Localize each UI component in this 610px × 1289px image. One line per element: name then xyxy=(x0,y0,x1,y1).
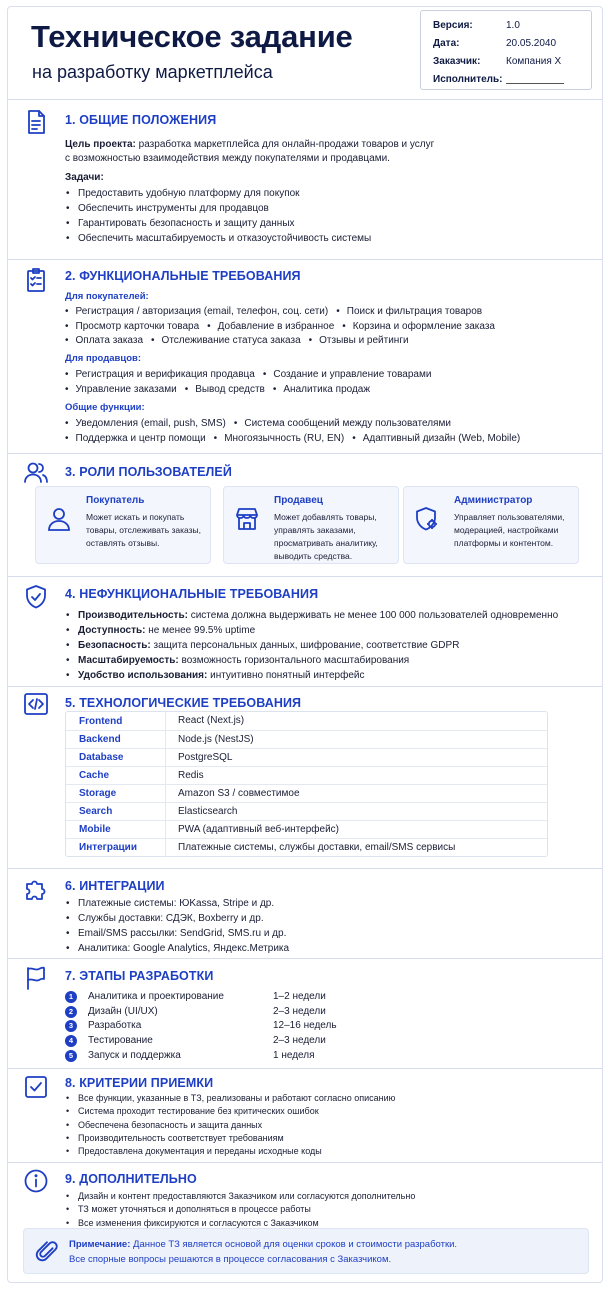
meta-box xyxy=(420,10,592,90)
list-item: • Службы доставки: СДЭК, Boxberry и др. xyxy=(65,911,289,926)
sellers-row-2: • Управление заказами• Вывод средств• Аналитика продаж xyxy=(65,382,370,397)
role-name: Администратор xyxy=(454,495,533,506)
role-card-seller xyxy=(223,486,399,564)
section-title: 8. КРИТЕРИИ ПРИЕМКИ xyxy=(65,1076,214,1090)
list-item: • Масштабируемость: возможность горизонтального масштабирования xyxy=(65,653,558,668)
section-roles xyxy=(8,453,602,576)
table-row: Backend Node.js (NestJS) xyxy=(66,730,547,748)
meta-key: Исполнитель: xyxy=(433,73,503,85)
list-item: • Обеспечить масштабируемость и отказоустойчивость системы xyxy=(65,231,371,246)
code-icon xyxy=(22,690,50,718)
section-nonfunctional xyxy=(8,576,602,686)
document-icon xyxy=(22,108,50,136)
list-item: • Удобство использования: интуитивно понятный интерфейс xyxy=(65,668,558,683)
nonfunctional-list xyxy=(65,608,558,683)
flag-icon xyxy=(22,964,50,992)
common-row-1: • Уведомления (email, push, SMS)• Система сообщений между пользователями xyxy=(65,416,451,431)
role-name: Продавец xyxy=(274,495,323,506)
role-desc: Управляет пользователями, модерацией, настройками платформы и контентом. xyxy=(454,512,565,548)
tech-table xyxy=(65,711,548,857)
list-item: • Обеспечить инструменты для продавцов xyxy=(65,201,371,216)
stage-item: 2 Дизайн (UI/UX) 2–3 недели xyxy=(65,1004,77,1019)
list-item: • Производительность соответствует требованиям xyxy=(65,1132,395,1145)
stage-item: 4 Тестирование 2–3 недели xyxy=(65,1033,77,1048)
list-item: • ТЗ может уточняться и дополняться в процессе работы xyxy=(65,1203,415,1216)
section-title: 1. ОБЩИЕ ПОЛОЖЕНИЯ xyxy=(65,113,217,127)
executor-blank-line xyxy=(506,75,564,84)
buyers-row-1: • Регистрация / авторизация (email, телефон, соц. сети)• Поиск и фильтрация товаров xyxy=(65,304,482,319)
tasks-list xyxy=(65,186,371,246)
list-item: • Система проходит тестирование без критических ошибок xyxy=(65,1105,395,1118)
meta-key: Версия: xyxy=(433,19,473,31)
common-label: Общие функции: xyxy=(65,402,145,413)
list-item: • Все функции, указанные в ТЗ, реализованы и работают согласно описанию xyxy=(65,1092,395,1105)
meta-row-version xyxy=(433,16,579,34)
integrations-list xyxy=(65,896,289,956)
section-title: 3. РОЛИ ПОЛЬЗОВАТЕЛЕЙ xyxy=(65,465,232,479)
table-row: Cache Redis xyxy=(66,766,547,784)
stage-item: 3 Разработка 12–16 недель xyxy=(65,1018,77,1033)
checkbox-icon xyxy=(22,1073,50,1101)
note-text: Примечание: Данное ТЗ является основой для оценки сроков и стоимости разработки. Все спорные вопросы решаются в процессе согласования с Заказчиком. xyxy=(69,1239,458,1265)
section-title: 5. ТЕХНОЛОГИЧЕСКИЕ ТРЕБОВАНИЯ xyxy=(65,696,302,710)
section-acceptance xyxy=(8,1068,602,1162)
meta-value: 1.0 xyxy=(506,19,520,31)
project-goal-cont: с возможностью взаимодействия между покупателями и продавцами. xyxy=(65,153,390,164)
meta-value: Компания X xyxy=(506,55,562,67)
puzzle-icon xyxy=(22,875,50,903)
list-item: • Доступность: не менее 99.5% uptime xyxy=(65,623,558,638)
list-item: • Гарантировать безопасность и защиту данных xyxy=(65,216,371,231)
list-item: • Предоставлена документация и переданы исходные коды xyxy=(65,1145,395,1158)
meta-row-executor xyxy=(433,70,579,88)
role-desc: Может добавлять товары, управлять заказами, просматривать аналитику, выводить средства. xyxy=(274,512,378,561)
table-row: Frontend React (Next.js) xyxy=(66,712,547,730)
stage-item: 1 Аналитика и проектирование 1–2 недели xyxy=(65,989,77,1004)
meta-row-date xyxy=(433,34,579,52)
project-goal: Цель проекта: разработка маркетплейса для онлайн-продажи товаров и услуг xyxy=(65,139,435,150)
list-item: • Производительность: система должна выдерживать не менее 100 000 пользователей одновременно xyxy=(65,608,558,623)
additional-list xyxy=(65,1190,415,1230)
table-row: Storage Amazon S3 / совместимое xyxy=(66,784,547,802)
section-title: 2. ФУНКЦИОНАЛЬНЫЕ ТРЕБОВАНИЯ xyxy=(65,269,301,283)
meta-value: 20.05.2040 xyxy=(506,37,557,49)
acceptance-list xyxy=(65,1092,395,1158)
list-item: • Email/SMS рассылки: SendGrid, SMS.ru и др. xyxy=(65,926,289,941)
info-icon xyxy=(22,1167,50,1195)
document-subtitle: на разработку маркетплейса xyxy=(32,62,273,82)
list-item: • Безопасность: защита персональных данных, шифрование, соответствие GDPR xyxy=(65,638,558,653)
section-technology xyxy=(8,686,602,868)
section-title: 9. ДОПОЛНИТЕЛЬНО xyxy=(65,1172,197,1186)
store-icon xyxy=(233,505,261,533)
tasks-label: Задачи: xyxy=(65,172,104,183)
list-item: • Аналитика: Google Analytics, Яндекс.Метрика xyxy=(65,941,289,956)
paperclip-icon xyxy=(34,1239,60,1265)
section-functional xyxy=(8,259,602,453)
user-icon xyxy=(45,505,73,533)
section-stages xyxy=(8,958,602,1068)
role-card-buyer xyxy=(35,486,211,564)
users-icon xyxy=(22,459,50,487)
table-row: Интеграции Платежные системы, службы доставки, email/SMS сервисы xyxy=(66,838,547,856)
section-title: 6. ИНТЕГРАЦИИ xyxy=(65,879,165,893)
sellers-label: Для продавцов: xyxy=(65,353,142,364)
stage-item: 5 Запуск и поддержка 1 неделя xyxy=(65,1048,77,1063)
sellers-row-1: • Регистрация и верификация продавца• Создание и управление товарами xyxy=(65,367,431,382)
buyers-row-2: • Просмотр карточки товара• Добавление в избранное• Корзина и оформление заказа xyxy=(65,319,495,334)
list-item: • Все изменения фиксируются и согласуются с Заказчиком xyxy=(65,1217,415,1230)
role-desc: Может искать и покупать товары, отслеживать заказы, оставлять отзывы. xyxy=(86,512,202,548)
meta-key: Дата: xyxy=(433,37,460,49)
list-item: • Платежные системы: ЮKassa, Stripe и др. xyxy=(65,896,289,911)
role-card-admin xyxy=(403,486,579,564)
common-row-2: • Поддержка и центр помощи• Многоязычность (RU, EN)• Адаптивный дизайн (Web, Mobile) xyxy=(65,431,520,446)
section-general xyxy=(8,99,602,259)
meta-row-customer xyxy=(433,52,579,70)
clipboard-check-icon xyxy=(22,266,50,294)
section-title: 4. НЕФУНКЦИОНАЛЬНЫЕ ТРЕБОВАНИЯ xyxy=(65,587,319,601)
table-row: Database PostgreSQL xyxy=(66,748,547,766)
role-name: Покупатель xyxy=(86,495,145,506)
list-item: • Обеспечена безопасность и защита данных xyxy=(65,1119,395,1132)
note-box xyxy=(23,1228,589,1274)
shield-gear-icon xyxy=(413,505,441,533)
table-row: Search Elasticsearch xyxy=(66,802,547,820)
section-integrations xyxy=(8,868,602,958)
section-title: 7. ЭТАПЫ РАЗРАБОТКИ xyxy=(65,969,214,983)
document-title: Техническое задание xyxy=(31,19,353,54)
buyers-label: Для покупателей: xyxy=(65,291,149,302)
list-item: • Предоставить удобную платформу для покупок xyxy=(65,186,371,201)
shield-check-icon xyxy=(22,583,50,611)
buyers-row-3: • Оплата заказа• Отслеживание статуса заказа• Отзывы и рейтинги xyxy=(65,333,409,348)
meta-key: Заказчик: xyxy=(433,55,481,67)
table-row: Mobile PWA (адаптивный веб-интерфейс) xyxy=(66,820,547,838)
list-item: • Дизайн и контент предоставляются Заказчиком или согласуются дополнительно xyxy=(65,1190,415,1203)
